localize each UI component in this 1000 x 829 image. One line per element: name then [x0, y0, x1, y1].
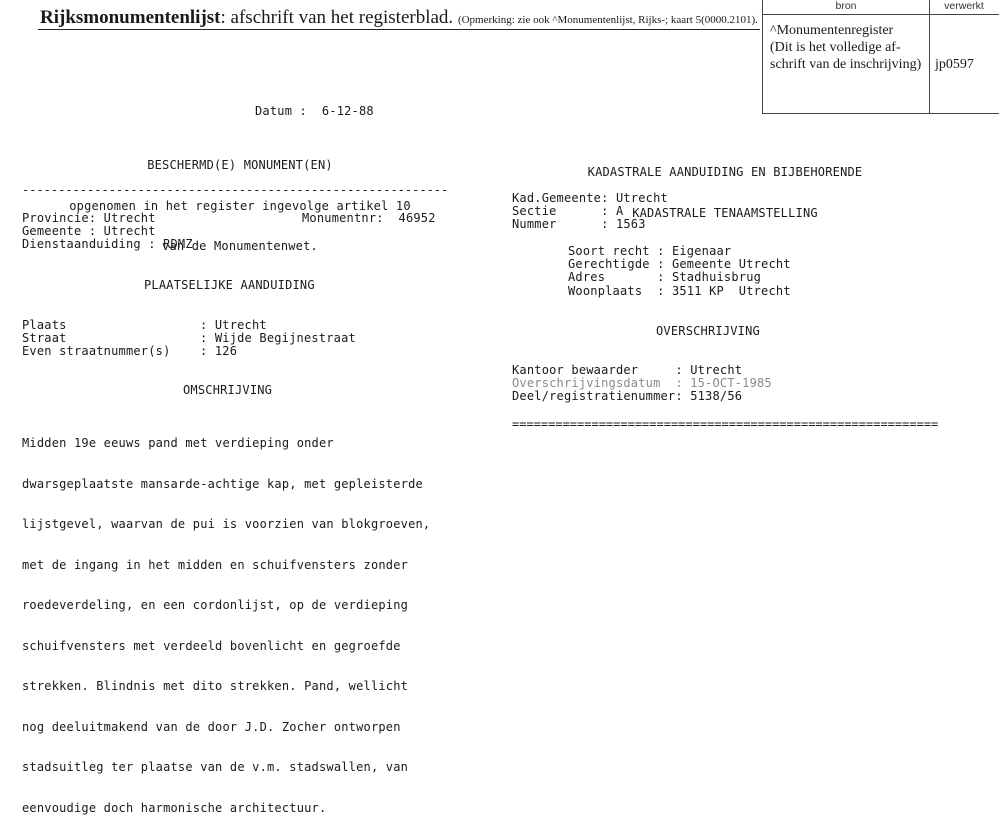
kadastrale-title-line: KADASTRALE AANDUIDING EN BIJBEHORENDE [587, 165, 863, 179]
kadastrale-title-line: KADASTRALE TENAAMSTELLING [632, 205, 818, 220]
kantoor-bewaarder: Kantoor bewaarder : Utrecht [512, 363, 743, 377]
overschrijvingsdatum: Overschrijvingsdatum : 15-OCT-1985 [512, 376, 772, 390]
overschrijving-heading: OVERSCHRIJVING [656, 324, 760, 338]
nummer-value: : 126 [200, 344, 238, 358]
bron-line: (Dit is het volledige af- [770, 40, 901, 55]
omschrijving-line: eenvoudige doch harmonische architectuur. [22, 800, 327, 815]
omschrijving-line: strekken. Blindnis met dito strekken. Pand, wellicht [22, 679, 409, 693]
monumentnr-value: 46952 [398, 211, 436, 225]
bron-line: ^Monumentenregister [770, 23, 894, 38]
dienstaanduiding: Dienstaanduiding : RDMZ [22, 237, 193, 251]
verwerkt-label: verwerkt [929, 0, 999, 15]
page-title [40, 7, 758, 29]
omschrijving-line: roedeverdeling, en een cordonlijst, op de verdieping [22, 598, 409, 612]
verwerkt-value: jp0597 [935, 57, 974, 72]
verwerkt-box [929, 0, 999, 114]
omschrijving-heading: OMSCHRIJVING [183, 383, 273, 397]
title-bold: Rijksmonumentenlijst [40, 7, 221, 28]
straat-value: : Wijde Begijnestraat [200, 331, 356, 345]
gemeente: Gemeente : Utrecht [22, 224, 156, 238]
datum-row [255, 105, 374, 119]
omschrijving-line: lijstgevel, waarvan de pui is voorzien van blokgroeven, [22, 517, 431, 531]
provincie: Provincie: Utrecht [22, 211, 156, 225]
register-title-line: van de Monumentenwet. [162, 239, 318, 253]
register-title-line: opgenomen in het register ingevolge artikel 10 [69, 198, 411, 213]
bron-box [762, 0, 930, 114]
monumentnr-label: Monumentnr: [302, 211, 384, 225]
omschrijving-line: schuifvensters met verdeeld bovenlicht en gegroefde [22, 638, 401, 653]
omschrijving-line: stadsuitleg ter plaatse van de v.m. stadswallen, van [22, 760, 409, 774]
nummer-label: Even straatnummer(s) [22, 344, 171, 358]
plaats-label: Plaats [22, 318, 67, 332]
deel-registratienummer: Deel/registratienummer: 5138/56 [512, 389, 743, 403]
plaatselijke-heading: PLAATSELIJKE AANDUIDING [144, 278, 315, 292]
gerechtigde: Gerechtigde : Gemeente Utrecht [568, 257, 791, 271]
soort-recht: Soort recht : Eigenaar [568, 244, 732, 258]
datum-value: 6-12-88 [321, 104, 374, 118]
datum-label: Datum : [255, 104, 307, 118]
plaats-value: : Utrecht [200, 318, 267, 332]
adres: Adres : Stadhuisbrug [568, 270, 762, 284]
divider-dashes: ----------------------------------------------------------- [22, 184, 449, 197]
omschrijving-text [22, 410, 430, 829]
omschrijving-line: Midden 19e eeuws pand met verdieping onder [22, 436, 334, 450]
straat-label: Straat [22, 331, 67, 345]
bron-line: schrift van de inschrijving) [770, 57, 922, 72]
woonplaats: Woonplaats : 3511 KP Utrecht [568, 284, 791, 298]
omschrijving-line: dwarsgeplaatste mansarde-achtige kap, met gepleisterde [22, 476, 423, 491]
kad-nummer: Nummer : 1563 [512, 217, 646, 231]
title-rest: : afschrift van het registerblad. [220, 7, 454, 28]
bron-label: bron [763, 0, 929, 15]
header-note: (Opmerking: zie ook ^Monumentenlijst, Rijks-; kaart 5(0000.2101). [457, 14, 758, 26]
kad-gemeente: Kad.Gemeente: Utrecht [512, 191, 668, 205]
monumentnr [302, 212, 436, 226]
divider-equals: =========================================================== [512, 418, 939, 431]
bron-text [770, 22, 927, 73]
register-title-line: BESCHERMD(E) MONUMENT(EN) [147, 158, 333, 172]
header-underline [38, 29, 760, 30]
omschrijving-line: met de ingang in het midden en schuifvensters zonder [22, 557, 409, 572]
sectie: Sectie : A [512, 204, 624, 218]
omschrijving-line: nog deeluitmakend van de door J.D. Zocher ontworpen [22, 719, 401, 734]
